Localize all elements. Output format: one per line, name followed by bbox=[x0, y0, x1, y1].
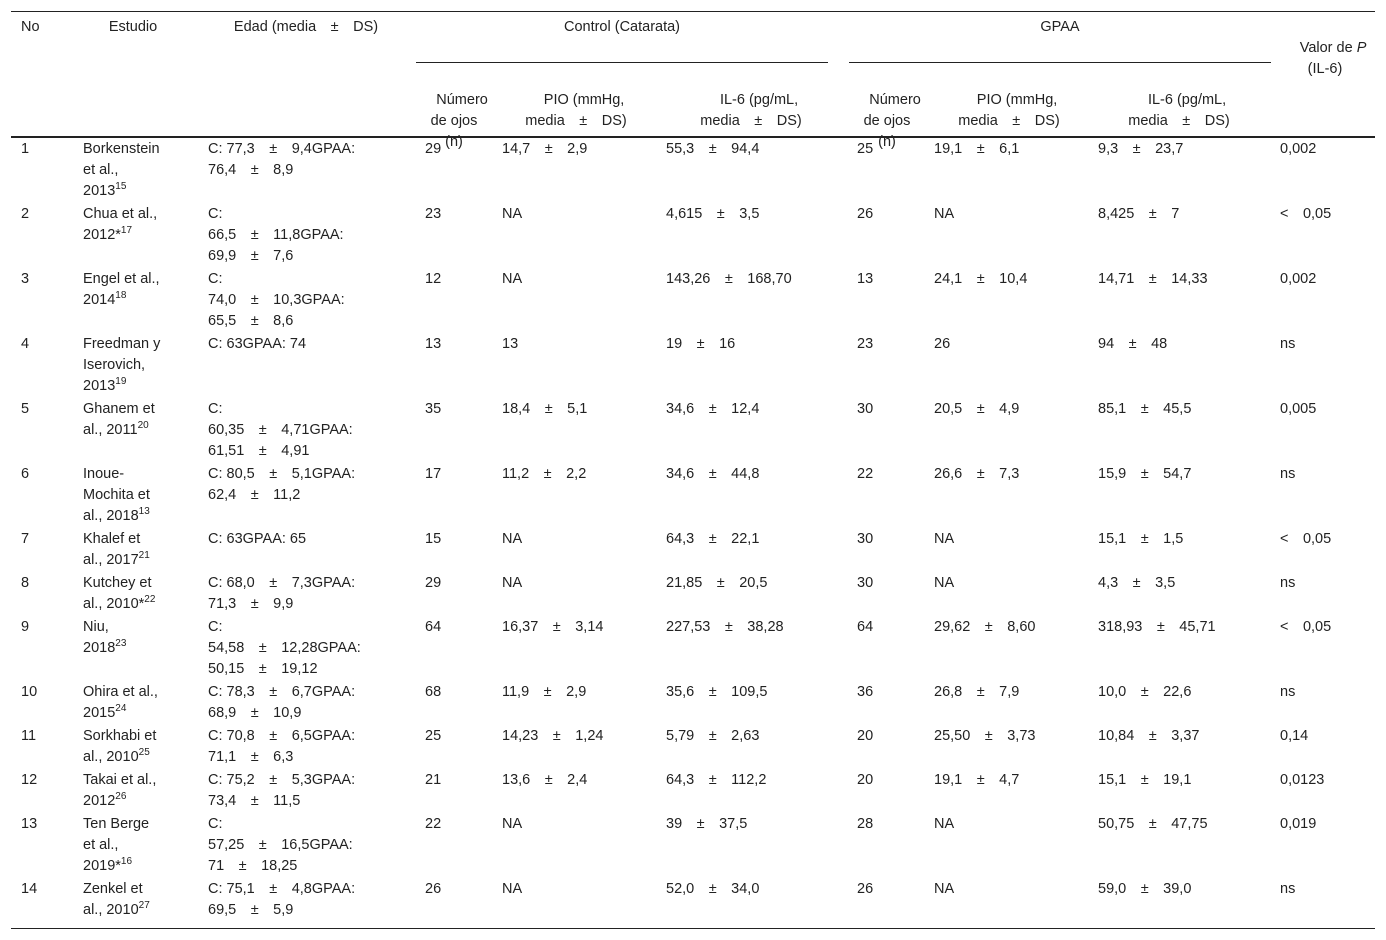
cell-gpaa-n: 64 bbox=[857, 619, 874, 635]
data-table bbox=[11, 11, 1375, 929]
reference-superscript: 23 bbox=[115, 638, 127, 649]
cell-estudio: Freedman y Iserovich, 2013$^{19}$ bbox=[83, 336, 161, 394]
cell-control-il6: 34,6 ± 44,8 bbox=[666, 466, 760, 482]
cell-control-pio: NA bbox=[502, 531, 523, 547]
header-gpaa-il6: IL-6 (pg/mL, media ± DS) bbox=[1128, 92, 1230, 129]
cell-control-n: 68 bbox=[425, 684, 442, 700]
cell-control-pio: 11,9 ± 2,9 bbox=[502, 684, 587, 700]
cell-gpaa-n: 20 bbox=[857, 728, 874, 744]
control-group-rule bbox=[416, 62, 828, 63]
table-top-rule bbox=[11, 11, 1375, 12]
reference-superscript: 13 bbox=[138, 506, 150, 517]
header-control-catarata: Control (Catarata) bbox=[563, 19, 681, 35]
cell-edad: C: 54,58 ± 12,28GPAA: 50,15 ± 19,12 bbox=[208, 619, 361, 677]
cell-valor-p: < 0,05 bbox=[1280, 206, 1332, 222]
cell-control-il6: 34,6 ± 12,4 bbox=[666, 401, 760, 417]
cell-gpaa-il6: 10,84 ± 3,37 bbox=[1098, 728, 1200, 744]
header-control-il6: IL-6 (pg/mL, media ± DS) bbox=[700, 92, 802, 129]
cell-valor-p: 0,002 bbox=[1280, 271, 1317, 287]
cell-control-pio: 14,7 ± 2,9 bbox=[502, 141, 588, 157]
cell-gpaa-n: 13 bbox=[857, 271, 874, 287]
cell-valor-p: 0,002 bbox=[1280, 141, 1317, 157]
cell-control-n: 15 bbox=[425, 531, 442, 547]
cell-gpaa-il6: 50,75 ± 47,75 bbox=[1098, 816, 1208, 832]
cell-gpaa-n: 30 bbox=[857, 401, 874, 417]
gpaa-group-rule bbox=[849, 62, 1271, 63]
cell-control-n: 21 bbox=[425, 772, 442, 788]
cell-control-il6: 64,3 ± 112,2 bbox=[666, 772, 767, 788]
cell-edad: C: 63GPAA: 65 bbox=[208, 531, 307, 547]
cell-no: 12 bbox=[21, 772, 38, 788]
cell-valor-p: 0,005 bbox=[1280, 401, 1317, 417]
table-bottom-rule bbox=[11, 928, 1375, 929]
cell-gpaa-pio: 29,62 ± 8,60 bbox=[934, 619, 1036, 635]
cell-gpaa-pio: 19,1 ± 6,1 bbox=[934, 141, 1020, 157]
cell-control-il6: 227,53 ± 38,28 bbox=[666, 619, 784, 635]
cell-valor-p: ns bbox=[1280, 881, 1296, 897]
cell-gpaa-il6: 59,0 ± 39,0 bbox=[1098, 881, 1192, 897]
cell-no: 6 bbox=[21, 466, 30, 482]
cell-edad: C: 66,5 ± 11,8GPAA: 69,9 ± 7,6 bbox=[208, 206, 344, 264]
cell-gpaa-n: 26 bbox=[857, 206, 874, 222]
cell-control-n: 35 bbox=[425, 401, 442, 417]
cell-gpaa-il6: 8,425 ± 7 bbox=[1098, 206, 1180, 222]
cell-gpaa-n: 25 bbox=[857, 141, 874, 157]
cell-edad: C: 80,5 ± 5,1GPAA: 62,4 ± 11,2 bbox=[208, 466, 356, 503]
header-valor-p: Valor de P (IL-6) bbox=[1299, 40, 1367, 77]
cell-gpaa-pio: NA bbox=[934, 531, 955, 547]
cell-edad: C: 63GPAA: 74 bbox=[208, 336, 307, 352]
cell-control-pio: NA bbox=[502, 271, 523, 287]
cell-gpaa-pio: 20,5 ± 4,9 bbox=[934, 401, 1020, 417]
cell-gpaa-il6: 15,1 ± 1,5 bbox=[1098, 531, 1184, 547]
reference-superscript: 27 bbox=[138, 900, 150, 911]
reference-superscript: 18 bbox=[115, 290, 127, 301]
cell-control-n: 29 bbox=[425, 575, 442, 591]
header-gpaa-pio: PIO (mmHg, media ± DS) bbox=[958, 92, 1060, 129]
cell-edad: C: 74,0 ± 10,3GPAA: 65,5 ± 8,6 bbox=[208, 271, 345, 329]
cell-no: 3 bbox=[21, 271, 30, 287]
cell-control-pio: NA bbox=[502, 816, 523, 832]
cell-gpaa-il6: 318,93 ± 45,71 bbox=[1098, 619, 1216, 635]
cell-no: 4 bbox=[21, 336, 30, 352]
cell-gpaa-il6: 14,71 ± 14,33 bbox=[1098, 271, 1208, 287]
cell-no: 9 bbox=[21, 619, 30, 635]
cell-control-pio: NA bbox=[502, 881, 523, 897]
cell-gpaa-n: 23 bbox=[857, 336, 874, 352]
cell-no: 14 bbox=[21, 881, 38, 897]
cell-gpaa-pio: 26,8 ± 7,9 bbox=[934, 684, 1020, 700]
cell-control-n: 22 bbox=[425, 816, 442, 832]
cell-gpaa-n: 30 bbox=[857, 575, 874, 591]
header-control-numero-ojos: Número de ojos (n) bbox=[430, 92, 488, 150]
cell-control-pio: 13,6 ± 2,4 bbox=[502, 772, 588, 788]
cell-no: 7 bbox=[21, 531, 30, 547]
cell-gpaa-pio: 24,1 ± 10,4 bbox=[934, 271, 1028, 287]
cell-estudio: Chua et al., 2012*$^{17}$ bbox=[83, 206, 158, 243]
cell-control-il6: 4,615 ± 3,5 bbox=[666, 206, 760, 222]
cell-control-il6: 19 ± 16 bbox=[666, 336, 736, 352]
cell-control-pio: NA bbox=[502, 206, 523, 222]
cell-control-n: 26 bbox=[425, 881, 442, 897]
cell-edad: C: 57,25 ± 16,5GPAA: 71 ± 18,25 bbox=[208, 816, 353, 874]
cell-estudio: Ohira et al., 2015$^{24}$ bbox=[83, 684, 158, 721]
reference-superscript: 21 bbox=[138, 550, 150, 561]
cell-control-il6: 55,3 ± 94,4 bbox=[666, 141, 760, 157]
cell-control-pio: 13 bbox=[502, 336, 519, 352]
cell-valor-p: 0,0123 bbox=[1280, 772, 1325, 788]
reference-superscript: 16 bbox=[120, 856, 133, 867]
cell-control-pio: 18,4 ± 5,1 bbox=[502, 401, 588, 417]
cell-gpaa-pio: 19,1 ± 4,7 bbox=[934, 772, 1020, 788]
cell-gpaa-n: 28 bbox=[857, 816, 874, 832]
cell-gpaa-il6: 4,3 ± 3,5 bbox=[1098, 575, 1176, 591]
cell-gpaa-n: 22 bbox=[857, 466, 874, 482]
header-estudio: Estudio bbox=[108, 19, 158, 35]
cell-gpaa-pio: 26 bbox=[934, 336, 951, 352]
cell-no: 1 bbox=[21, 141, 30, 157]
cell-control-il6: 52,0 ± 34,0 bbox=[666, 881, 760, 897]
cell-gpaa-il6: 15,1 ± 19,1 bbox=[1098, 772, 1192, 788]
cell-gpaa-pio: 25,50 ± 3,73 bbox=[934, 728, 1036, 744]
cell-valor-p: < 0,05 bbox=[1280, 531, 1332, 547]
cell-estudio: Engel et al., 2014$^{18}$ bbox=[83, 271, 160, 308]
cell-control-il6: 143,26 ± 168,70 bbox=[666, 271, 792, 287]
cell-no: 5 bbox=[21, 401, 30, 417]
cell-valor-p: ns bbox=[1280, 684, 1296, 700]
cell-estudio: Khalef et al., 2017$^{21}$ bbox=[83, 531, 150, 568]
cell-edad: C: 68,0 ± 7,3GPAA: 71,3 ± 9,9 bbox=[208, 575, 356, 612]
cell-no: 8 bbox=[21, 575, 30, 591]
header-edad: Edad (media ± DS) bbox=[233, 19, 379, 35]
cell-valor-p: < 0,05 bbox=[1280, 619, 1332, 635]
cell-edad: C: 78,3 ± 6,7GPAA: 68,9 ± 10,9 bbox=[208, 684, 356, 721]
cell-no: 13 bbox=[21, 816, 38, 832]
cell-gpaa-pio: NA bbox=[934, 575, 955, 591]
cell-gpaa-n: 20 bbox=[857, 772, 874, 788]
cell-control-n: 17 bbox=[425, 466, 442, 482]
cell-edad: C: 77,3 ± 9,4GPAA: 76,4 ± 8,9 bbox=[208, 141, 356, 178]
cell-edad: C: 75,2 ± 5,3GPAA: 73,4 ± 11,5 bbox=[208, 772, 356, 809]
cell-valor-p: ns bbox=[1280, 575, 1296, 591]
cell-estudio: Takai et al., 2012$^{26}$ bbox=[83, 772, 157, 809]
cell-control-il6: 5,79 ± 2,63 bbox=[666, 728, 760, 744]
cell-valor-p: ns bbox=[1280, 466, 1296, 482]
cell-estudio: Ghanem et al., 2011$^{20}$ bbox=[83, 401, 155, 438]
cell-gpaa-il6: 94 ± 48 bbox=[1098, 336, 1168, 352]
cell-estudio: Ten Berge et al., 2019*$^{16}$ bbox=[83, 816, 150, 874]
header-no: No bbox=[21, 19, 40, 35]
cell-control-n: 29 bbox=[425, 141, 442, 157]
cell-control-n: 64 bbox=[425, 619, 442, 635]
cell-gpaa-il6: 15,9 ± 54,7 bbox=[1098, 466, 1192, 482]
cell-no: 10 bbox=[21, 684, 38, 700]
cell-estudio: Sorkhabi et al., 2010$^{25}$ bbox=[83, 728, 157, 765]
cell-gpaa-pio: NA bbox=[934, 816, 955, 832]
header-gpaa: GPAA bbox=[1040, 19, 1080, 35]
cell-gpaa-pio: 26,6 ± 7,3 bbox=[934, 466, 1020, 482]
cell-estudio: Zenkel et al., 2010$^{27}$ bbox=[83, 881, 150, 918]
cell-control-il6: 64,3 ± 22,1 bbox=[666, 531, 760, 547]
reference-superscript: 19 bbox=[115, 376, 127, 387]
header-gpaa-numero-ojos: Número de ojos (n) bbox=[863, 92, 921, 150]
reference-superscript: 25 bbox=[138, 747, 150, 758]
reference-superscript: 22 bbox=[144, 594, 156, 605]
cell-edad: C: 70,8 ± 6,5GPAA: 71,1 ± 6,3 bbox=[208, 728, 356, 765]
cell-edad: C: 60,35 ± 4,71GPAA: 61,51 ± 4,91 bbox=[208, 401, 353, 459]
cell-estudio: Kutchey et al., 2010*$^{22}$ bbox=[83, 575, 156, 612]
reference-superscript: 17 bbox=[120, 225, 133, 236]
cell-estudio: Niu, 2018$^{23}$ bbox=[83, 619, 127, 656]
cell-control-il6: 35,6 ± 109,5 bbox=[666, 684, 768, 700]
cell-control-n: 13 bbox=[425, 336, 442, 352]
cell-control-il6: 39 ± 37,5 bbox=[666, 816, 748, 832]
cell-control-pio: 16,37 ± 3,14 bbox=[502, 619, 604, 635]
reference-superscript: 15 bbox=[115, 181, 127, 192]
cell-control-n: 12 bbox=[425, 271, 442, 287]
cell-gpaa-n: 26 bbox=[857, 881, 874, 897]
cell-control-pio: 14,23 ± 1,24 bbox=[502, 728, 604, 744]
reference-superscript: 20 bbox=[137, 420, 149, 431]
reference-superscript: 24 bbox=[115, 703, 127, 714]
cell-gpaa-pio: NA bbox=[934, 206, 955, 222]
cell-valor-p: ns bbox=[1280, 336, 1296, 352]
cell-control-pio: 11,2 ± 2,2 bbox=[502, 466, 587, 482]
cell-no: 2 bbox=[21, 206, 30, 222]
cell-control-pio: NA bbox=[502, 575, 523, 591]
cell-gpaa-il6: 10,0 ± 22,6 bbox=[1098, 684, 1192, 700]
reference-superscript: 26 bbox=[115, 791, 127, 802]
cell-valor-p: 0,14 bbox=[1280, 728, 1309, 744]
cell-gpaa-il6: 85,1 ± 45,5 bbox=[1098, 401, 1192, 417]
cell-control-n: 25 bbox=[425, 728, 442, 744]
cell-estudio: Borkenstein et al., 2013$^{15}$ bbox=[83, 141, 160, 199]
cell-gpaa-pio: NA bbox=[934, 881, 955, 897]
cell-no: 11 bbox=[21, 728, 37, 744]
cell-valor-p: 0,019 bbox=[1280, 816, 1317, 832]
cell-gpaa-n: 36 bbox=[857, 684, 874, 700]
cell-gpaa-il6: 9,3 ± 23,7 bbox=[1098, 141, 1184, 157]
cell-control-n: 23 bbox=[425, 206, 442, 222]
cell-control-il6: 21,85 ± 20,5 bbox=[666, 575, 768, 591]
cell-estudio: Inoue- Mochita et al., 2018$^{13}$ bbox=[83, 466, 150, 524]
cell-edad: C: 75,1 ± 4,8GPAA: 69,5 ± 5,9 bbox=[208, 881, 356, 918]
cell-gpaa-n: 30 bbox=[857, 531, 874, 547]
header-control-pio: PIO (mmHg, media ± DS) bbox=[525, 92, 627, 129]
